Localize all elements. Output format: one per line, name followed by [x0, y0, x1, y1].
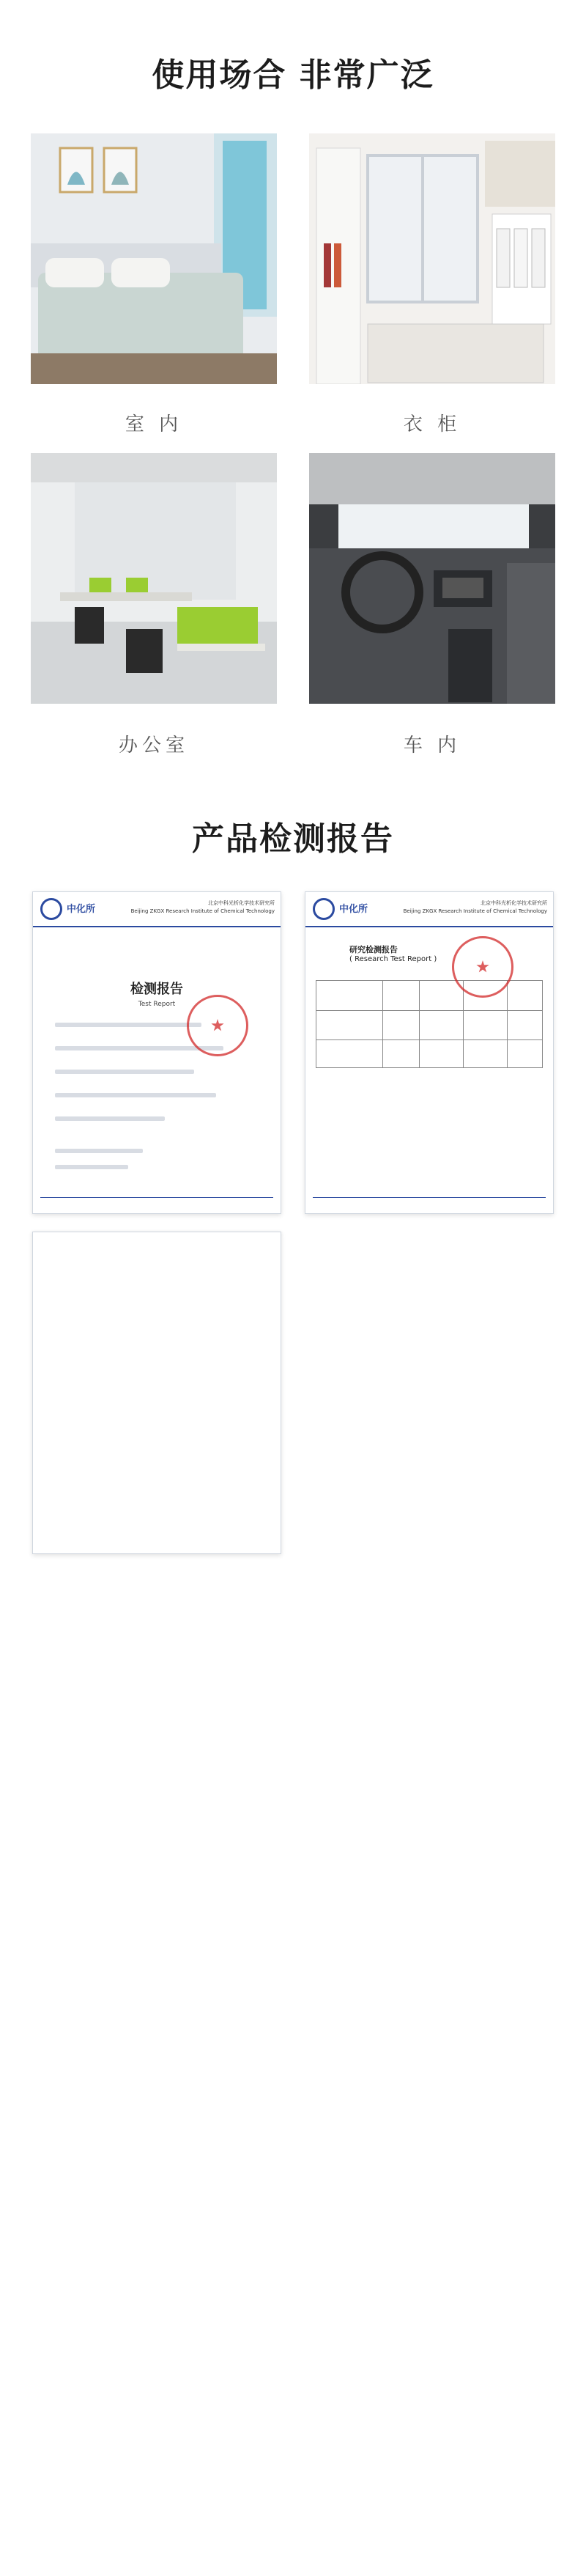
- institute-logo-icon: [313, 898, 335, 920]
- results-heading: 研究检测报告: [349, 945, 398, 954]
- scene-office-photo: [31, 453, 277, 704]
- report-section-title: 产品检测报告: [192, 820, 394, 858]
- report-cover: [32, 891, 281, 1214]
- results-table: [316, 980, 543, 1068]
- institute-logo-icon: [40, 898, 62, 920]
- scene-bedroom-photo: [31, 133, 277, 384]
- report-cover-title: 检测报告: [130, 982, 183, 997]
- report-sample-qr-page: [32, 1232, 281, 1554]
- logo-text: 中化所: [67, 904, 96, 915]
- institute-name: 北京中科光析化学技术研究所 Beijing ZKGX Research Institute of Chemical Technology: [403, 900, 547, 914]
- usage-section-title: 使用场合 非常广泛: [152, 56, 434, 94]
- scene-car-photo: [309, 453, 555, 704]
- logo-text: 中化所: [339, 904, 368, 915]
- scene-wardrobe-photo: [309, 133, 555, 384]
- report-cover-subtitle: Test Report: [138, 1001, 176, 1008]
- scene-caption-car: 车 内: [403, 735, 461, 757]
- bedroom-photo-icon: [31, 133, 277, 384]
- results-subheading: ( Research Test Report ): [349, 955, 437, 963]
- car-interior-photo-icon: [309, 453, 555, 704]
- report-stamp-icon: [187, 995, 248, 1056]
- office-photo-icon: [31, 453, 277, 704]
- report-results: [305, 891, 554, 1214]
- report-stamp-icon: [452, 936, 513, 998]
- scene-caption-wardrobe: 衣 柜: [403, 413, 461, 435]
- wardrobe-photo-icon: [309, 133, 555, 384]
- scene-caption-bedroom: 室 内: [125, 413, 183, 435]
- scene-caption-office: 办公室: [118, 735, 189, 757]
- institute-name: 北京中科光析化学技术研究所 Beijing ZKGX Research Institute of Chemical Technology: [130, 900, 275, 914]
